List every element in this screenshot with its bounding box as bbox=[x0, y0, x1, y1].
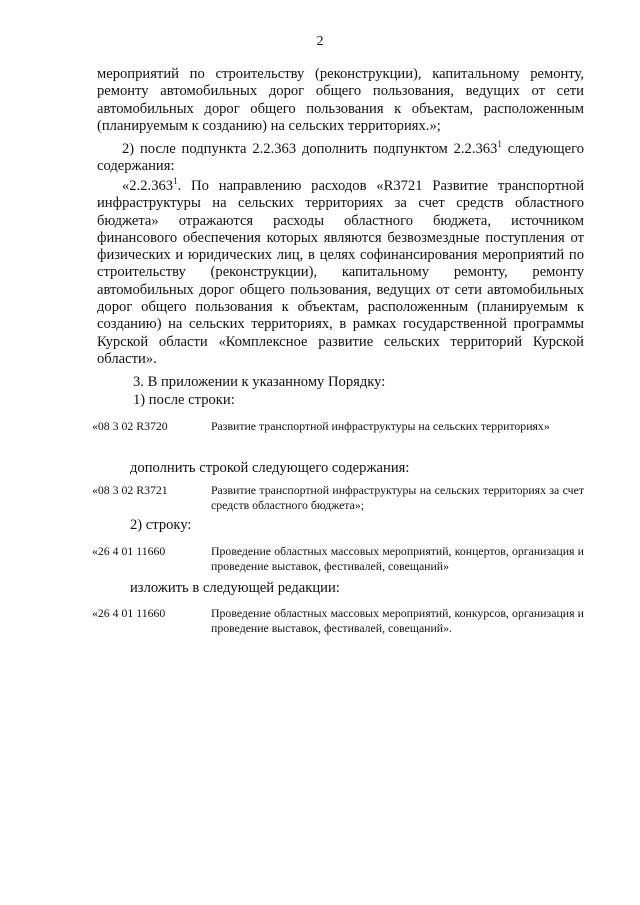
row-description: Проведение областных массовых мероприятий, концертов, организация и проведение выставок, фестивалей, совещаний» bbox=[211, 544, 584, 573]
instruction-add-row: дополнить строкой следующего содержания: bbox=[130, 460, 410, 476]
paragraph-text: следующего содержания: bbox=[97, 141, 585, 175]
section-heading-3: 3. В приложении к указанному Порядку: bbox=[133, 374, 386, 390]
paragraph-item-2 bbox=[97, 141, 584, 176]
instruction-replace-row: изложить в следующей редакции: bbox=[130, 580, 340, 596]
row-code: «26 4 01 11660 bbox=[92, 544, 166, 558]
quoted-subparagraph bbox=[97, 178, 584, 368]
row-code: «26 4 01 11660 bbox=[92, 606, 166, 620]
superscript: 1 bbox=[173, 176, 178, 186]
row-description: Развитие транспортной инфраструктуры на сельских территориях за счет средств областного бюджета»; bbox=[211, 483, 584, 512]
row-description: Проведение областных массовых мероприятий, конкурсов, организация и проведение выставок, фестивалей, совещаний». bbox=[211, 606, 584, 635]
row-code: «08 3 02 R3721 bbox=[92, 483, 168, 497]
row-code: «08 3 02 R3720 bbox=[92, 419, 168, 433]
paragraph-text: . По направлению расходов «R3721 Развитие транспортной инфраструктуры на сельских территориях за счет средств областного бюджета» отражаются расходы областного бюджета, источником финансового обеспечения которых являются безвозмездные поступления от физических и юридических лиц, в целях софинансирования мероприятий по строительству (реконструкции), капитальному ремонту, ремонту автомобильных дорог общего пользования, ведущих от сети автомобильных дорог общего пользования к объектам, расположенным (планируемым к созданию) на сельских территориях, в рамках государственной программы Курской области «Комплексное развитие сельских территорий Курской области». bbox=[97, 178, 584, 367]
paragraph-text: мероприятий по строительству (реконструкции), капитальному ремонту, ремонту автомобильных дорог общего пользования, ведущих от сети автомобильных дорог общего пользования к объектам, расположенным (планируемым к созданию) на сельских территориях.»; bbox=[97, 66, 584, 134]
paragraph-text: 2) после подпункта 2.2.363 дополнить подпунктом 2.2.363 bbox=[122, 141, 498, 157]
item-2-heading: 2) строку: bbox=[130, 517, 192, 533]
paragraph-continuation bbox=[97, 66, 584, 135]
superscript: 1 bbox=[497, 139, 502, 149]
row-description: Развитие транспортной инфраструктуры на сельских территориях» bbox=[211, 419, 550, 433]
page-number: 2 bbox=[316, 34, 324, 49]
item-1-heading: 1) после строки: bbox=[133, 392, 235, 408]
paragraph-text: «2.2.363 bbox=[122, 178, 174, 194]
